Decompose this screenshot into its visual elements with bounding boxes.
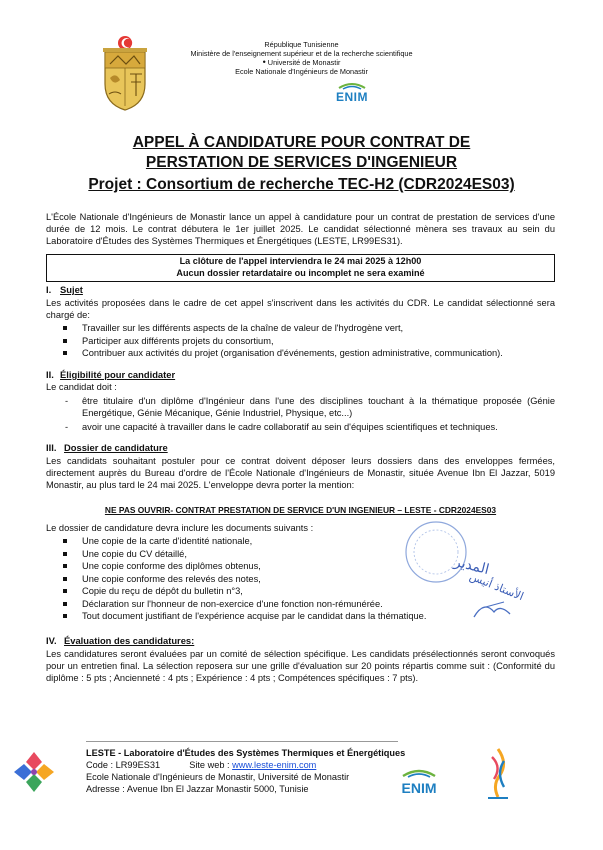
section-1-heading: I. Sujet bbox=[46, 284, 83, 295]
section-3-text: Les candidats souhaitant postuler pour ce contrat doivent déposer leurs dossiers dans des enveloppes fermées, directement auprès du Bureau d'ordre de l'École Nationale d'Ingénieurs de Monastir, située Avenue Ibn El Jazzar, 5019 Monastir, au plus tard le 24 mai 2025. L'enveloppe devra porter la mention: bbox=[46, 456, 555, 490]
list-item: - avoir une capacité à travailler dans le cadre collaboratif au sein d'équipes scientifiques et techniques. bbox=[60, 421, 555, 433]
footer-address-2: Adresse : Avenue Ibn El Jazzar Monastir 5000, Tunisie bbox=[86, 784, 309, 794]
list-item: Déclaration sur l'honneur de non-exercice d'une fonction non-rémunérée. bbox=[60, 598, 555, 611]
list-item: Une copie conforme des diplômes obtenus, bbox=[60, 560, 555, 573]
section-3-documents-intro: Le dossier de candidature devra inclure les documents suivants : bbox=[46, 523, 314, 533]
enim-logo: ENIM bbox=[331, 82, 373, 106]
section-3-documents-list bbox=[60, 535, 555, 623]
section-4-text: Les candidatures seront évaluées par un comité de sélection spécifique. Les candidats présélectionnés seront convoqués pour un entretien final. La sélection reposera sur une grille d'évaluation sur 20 points répartis comme suit : (Conformité du diplôme : 5 pts ; Ancienneté : 4 pts ; Expérience : 4 pts ; Compétences spécifiques : 7 pts). bbox=[46, 649, 555, 683]
header-ministere: Ministère de l'enseignement supérieur et de la recherche scientifique bbox=[190, 49, 413, 58]
footer-site-label: Site web : bbox=[189, 760, 230, 770]
section-1-text: Les activités proposées dans le cadre de cet appel s'inscrivent dans les activités du CDR. Le candidat sélectionné sera chargé de: bbox=[46, 298, 555, 320]
list-item: Copie du reçu de dépôt du bulletin n°3, bbox=[60, 585, 555, 598]
section-1-list bbox=[60, 322, 555, 360]
footer-lab-name: LESTE - Laboratoire d'Études des Systèmes Thermiques et Énergétiques bbox=[86, 748, 406, 758]
university-emblem-icon bbox=[478, 745, 518, 805]
official-stamp: المدير الأستاذ أنيس bbox=[392, 512, 542, 632]
list-item: Contribuer aux activités du projet (organisation d'événements, gestion administrative, communication). bbox=[60, 347, 555, 360]
late-application-line: Aucun dossier retardataire ou incomplet ne sera examiné bbox=[176, 268, 425, 278]
title-line-2: PERSTATION DE SERVICES D'INGENIEUR bbox=[145, 154, 458, 171]
list-item: Une copie de la carte d'identité nationale, bbox=[60, 535, 555, 548]
section-4-heading: IV. Évaluation des candidatures: bbox=[46, 635, 195, 646]
section-2-list bbox=[60, 395, 555, 435]
section-2-text: Le candidat doit : bbox=[46, 382, 117, 392]
title-project: Projet : Consortium de recherche TEC-H2 (CDR2024ES03) bbox=[88, 176, 515, 193]
intro-paragraph: L'École Nationale d'Ingénieurs de Monastir lance un appel à candidature pour un contrat de prestation de services d'une durée de 12 mois. Le contrat débutera le 1er juillet 2025. Le candidat sélectionné mènera ses travaux au sein du Laboratoire d'Études des Systèmes Thermiques et Énergétiques (LESTE, LR99ES31). bbox=[46, 212, 555, 246]
section-2-heading: II. Éligibilité pour candidater bbox=[46, 369, 176, 380]
deadline-line: La clôture de l'appel interviendra le 24 mai 2025 à 12h00 bbox=[179, 256, 422, 266]
header-universite: • Université de Monastir bbox=[262, 57, 341, 67]
footer-site-link[interactable]: www.leste-enim.com bbox=[232, 760, 317, 770]
list-item: Participer aux différents projets du consortium, bbox=[60, 335, 555, 348]
envelope-mention: NE PAS OUVRIR- CONTRAT PRESTATION DE SERVICE D'UN INGENIEUR – LESTE - CDR2024ES03 bbox=[104, 505, 497, 515]
leste-logo bbox=[10, 748, 58, 796]
header-ecole: Ecole Nationale d'Ingénieurs de Monastir bbox=[235, 67, 368, 76]
list-item: Travailler sur les différents aspects de la chaîne de valeur de l'hydrogène vert, bbox=[60, 322, 555, 335]
header-republique: République Tunisienne bbox=[264, 40, 339, 49]
section-3-heading: III. Dossier de candidature bbox=[46, 442, 168, 453]
title-line-1: APPEL À CANDIDATURE POUR CONTRAT DE bbox=[132, 134, 471, 151]
footer-divider bbox=[86, 741, 398, 742]
footer-address-1: Ecole Nationale d'Ingénieurs de Monastir, Université de Monastir bbox=[86, 772, 350, 782]
list-item: Tout document justifiant de l'expérience acquise par le candidat dans la thématique. bbox=[60, 610, 555, 623]
list-item: Une copie du CV détaillé, bbox=[60, 548, 555, 561]
deadline-notice-box bbox=[46, 254, 555, 282]
footer-code-site bbox=[86, 760, 316, 772]
list-item: Une copie conforme des relevés des notes, bbox=[60, 573, 555, 586]
list-item: - être titulaire d'un diplôme d'Ingénieur dans l'une des disciplines touchant à la thématique proposée (Génie Energétique, Génie Mécanique, Génie Industriel, Physique, etc...) bbox=[60, 395, 555, 419]
footer-code: Code : LR99ES31 bbox=[86, 760, 161, 770]
enim-footer-logo: ENIM bbox=[393, 768, 445, 800]
